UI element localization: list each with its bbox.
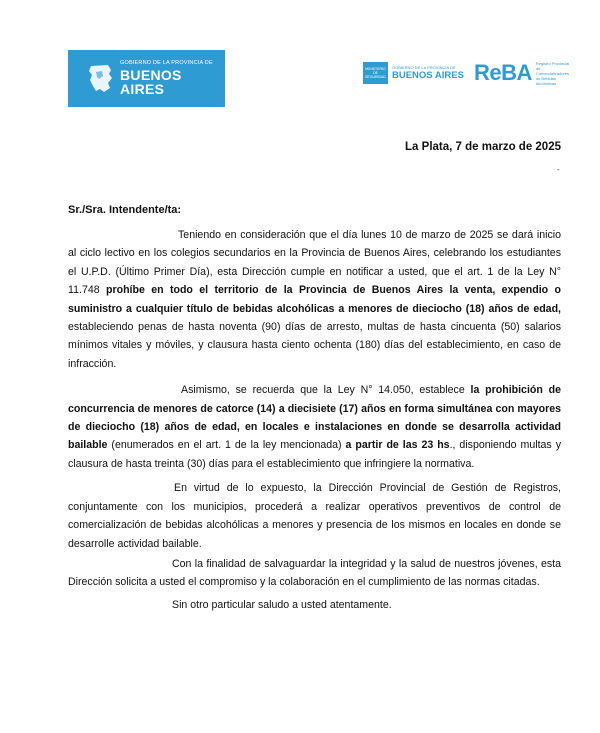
reba-description: Registro Provincial de Comercializadores de Bebidas Alcohólicas — [535, 60, 570, 86]
letter-date: La Plata, 7 de marzo de 2025 — [405, 141, 561, 153]
paragraph-4-text: Con la finalidad de salvaguardar la integridad y la salud de nuestros jóvenes, esta Dirección solicita a usted el compromiso y la colaboración en el cumplimiento de las normas citadas. — [68, 557, 561, 589]
closing-text: Sin otro particular saludo a usted atentamente. — [172, 598, 392, 611]
paragraph-2 — [68, 381, 561, 473]
paragraph-2-text-a: Asimismo, se recuerda que la Ley N° 14.050, establece — [181, 384, 471, 397]
paragraph-1-bold: prohíbe en todo el territorio de la Provincia de Buenos Aires la venta, expendio o suministro a cualquier título de bebidas alcohólicas a menores de dieciocho (18) años de edad, — [68, 284, 562, 315]
paragraph-2-text-c: (enumerados en el art. 1 de la ley mencionada) — [107, 439, 346, 452]
gba-logo-small-text: GOBIERNO DE LA PROVINCIA DE — [120, 59, 213, 66]
province-map-icon — [88, 64, 114, 94]
paragraph-2-bold: la prohibición de concurrencia de menores de catorce (14) a diecisiete (17) años en forma simultánea con mayores de dieciocho (18) años de edad, en locales e instalaciones en donde se desarrolla actividad bailable — [68, 384, 561, 452]
paragraph-2-text-e: ., disponiendo multas y clausura de hasta treinta (30) días para el establecimiento que infringiere la normativa. — [68, 439, 561, 470]
closing — [68, 596, 561, 614]
letter-mark: - — [557, 165, 560, 174]
paragraph-1-text-c: estableciendo penas de hasta noventa (90) días de arresto, multas de hasta cincuenta (50) salarios mínimos vitales y móviles, y clausura hasta ciento ochenta (180) días del establecimiento, en caso de infracción. — [68, 321, 561, 370]
paragraph-2-bold-time: a partir de las 23 hs — [345, 439, 450, 452]
gba-small-line1: GOBIERNO DE LA PROVINCIA DE — [392, 64, 456, 70]
gba-small-line2: BUENOS AIRES — [392, 69, 464, 81]
reba-logo: ReBA — [473, 60, 532, 85]
letter-body — [68, 226, 561, 614]
salutation: Sr./Sra. Intendente/ta: — [68, 204, 182, 216]
paragraph-3-text: En virtud de lo expuesto, la Dirección Provincial de Gestión de Registros, conjuntamente con los municipios, procederá a realizar operativos preventivos de control de comercialización de bebidas alcohólicas a menores y presencia de los mismos en locales en donde se desarrolle actividad bailable. — [68, 482, 561, 550]
gba-small-logo — [392, 66, 464, 81]
paragraph-3 — [68, 479, 561, 553]
header-logos-right — [363, 60, 572, 86]
gba-logo-big-text: BUENOS AIRES — [120, 67, 182, 98]
gba-logo — [68, 50, 225, 107]
paragraph-1 — [68, 226, 561, 373]
ministry-badge: MINISTERIO DE SEGURIDAD — [363, 62, 388, 84]
paragraph-4 — [68, 555, 561, 592]
paragraph-1-text-a: Teniendo en consideración que el día lunes 10 de marzo de 2025 se dará inicio al ciclo lectivo en los colegios secundarios en la Provincia de Buenos Aires, celebrando los estudiantes el U.P.D. (Último Primer Día), esta Dirección cumple en notificar a usted, que el art. 1 de la Ley N° 11.748 — [68, 229, 561, 297]
